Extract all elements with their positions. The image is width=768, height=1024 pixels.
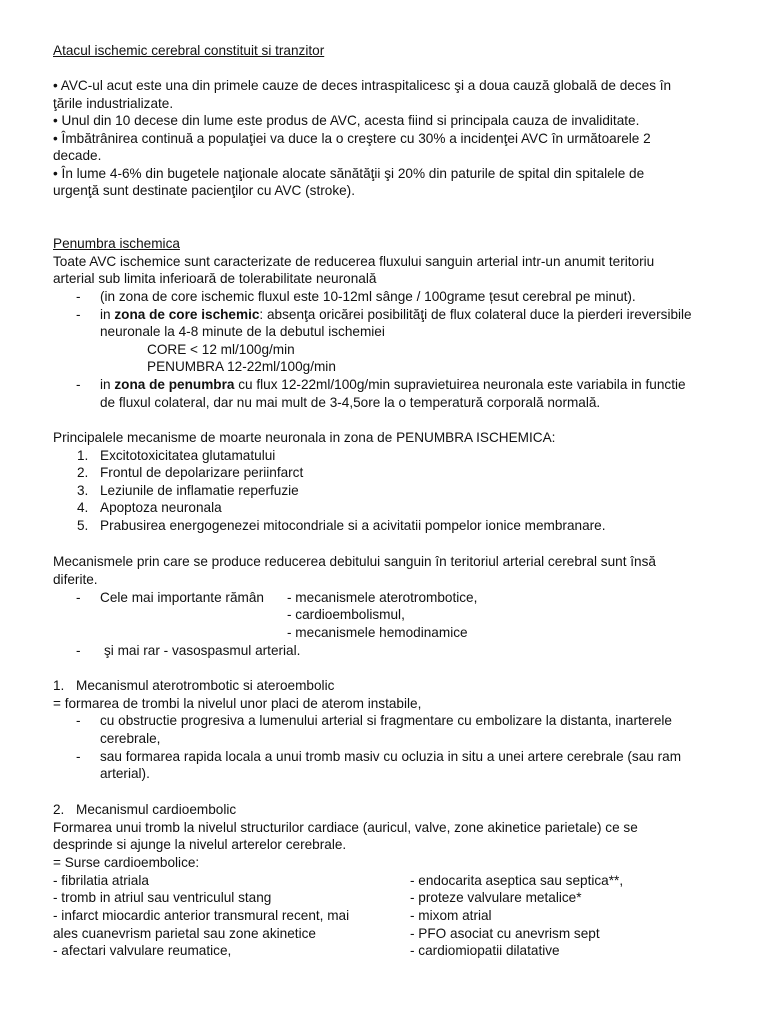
bullet-bugete-line2: urgenţă sunt destinate pacienţilor cu AVC (stroke).: [53, 183, 355, 198]
bullet-imbatranire-line2: decade.: [53, 148, 102, 163]
cardioembolic-intro-line2: desprinde si ajunge la nivelul arterelor cerebrale.: [53, 837, 347, 852]
penumbra-intro-line2: arterial sub limita inferioară de tolerabilitate neuronală: [53, 271, 377, 286]
section-title-penumbra: Penumbra ischemica: [53, 236, 180, 251]
source-left-item: - fibrilatia atriala: [53, 873, 149, 888]
list-item: Apoptoza neuronala: [100, 500, 222, 515]
sources-label: = Surse cardioembolice:: [53, 855, 200, 870]
dash-marker: -: [76, 713, 81, 728]
bullet-avc-acut-line1: • AVC-ul acut este una din primele cauze de deces intraspitalicesc şi a doua cauză globală de deces în: [53, 78, 672, 93]
source-left-item: - tromb in atriul sau ventriculul stang: [53, 890, 272, 905]
source-right-item: - PFO asociat cu anevrism sept: [410, 926, 600, 941]
list-item-number: 1.: [77, 448, 89, 463]
mechanism-cardioembolic: - cardioembolismul,: [287, 607, 405, 622]
bullet-avc-acut-line2: ţările industrializate.: [53, 96, 174, 111]
bullet-decese: • Unul din 10 decese din lume este produs de AVC, acesta fiind si principala cauza de invaliditate.: [53, 113, 640, 128]
dash-marker: -: [76, 377, 81, 392]
list-item: Excitotoxicitatea glutamatului: [100, 448, 276, 463]
penumbra-item-core-zone-line2: neuronale la 4-8 minute de la debutul ischemiei: [100, 324, 385, 339]
core-threshold-value: CORE < 12 ml/100g/min: [147, 342, 295, 357]
dash-marker: -: [76, 307, 81, 322]
heading-number: 1.: [53, 678, 65, 693]
mechanism-hemodinamic: - mecanismele hemodinamice: [287, 625, 468, 640]
list-item: Leziunile de inflamatie reperfuzie: [100, 483, 299, 498]
source-left-item: ales cuanevrism parietal sau zone akinetice: [53, 926, 316, 941]
mecanisme-moarte-intro: Principalele mecanisme de moarte neuronala in zona de PENUMBRA ISCHEMICA:: [53, 430, 556, 445]
list-item-number: 5.: [77, 518, 89, 533]
mechanism-vasospasm: şi mai rar - vasospasmul arterial.: [104, 643, 301, 658]
dash-marker: -: [76, 749, 81, 764]
aterotrombotic-item2-line2: arterial).: [100, 766, 150, 781]
reducere-debit-intro-line1: Mecanismele prin care se produce reducerea debitului sanguin în teritoriul arterial cerebral sunt însă: [53, 554, 656, 569]
source-right-item: - mixom atrial: [410, 908, 492, 923]
reducere-debit-intro-line2: diferite.: [53, 572, 98, 587]
bullet-imbatranire-line1: • Îmbătrânirea continuă a populaţiei va duce la o creştere cu 30% a incidenţei AVC în următoarele 2: [53, 131, 651, 146]
dash-marker: -: [76, 289, 81, 304]
source-left-item: - afectari valvulare reumatice,: [53, 943, 232, 958]
penumbra-item-core-zone: in zona de core ischemic: absenţa oricărei posibilităţi de flux colateral duce la pierderi ireversibile: [100, 307, 692, 322]
section-title-atac-ischemic: Atacul ischemic cerebral constituit si tranzitor: [53, 43, 325, 58]
dash-marker: -: [76, 590, 81, 605]
source-right-item: - proteze valvulare metalice*: [410, 890, 582, 905]
heading-aterotrombotic: Mecanismul aterotrombotic si ateroembolic: [76, 678, 335, 693]
source-right-item: - endocarita aseptica sau septica**,: [410, 873, 624, 888]
aterotrombotic-item2-line1: sau formarea rapida locala a unui tromb masiv cu ocluzia in situ a unei artere cerebrale (sau ram: [100, 749, 682, 764]
list-item-number: 2.: [77, 465, 89, 480]
penumbra-item-penumbra-zone: in zona de penumbra cu flux 12-22ml/100g/min supravietuirea neuronala este variabila in functie: [100, 377, 686, 392]
heading-number: 2.: [53, 802, 65, 817]
main-mechanisms-label: Cele mai importante rămân: [100, 590, 264, 605]
bullet-bugete-line1: • În lume 4-6% din bugetele naţionale alocate sănătăţii şi 20% din paturile de spital din spitalele de: [53, 166, 645, 181]
source-right-item: - cardiomiopatii dilatative: [410, 943, 560, 958]
aterotrombotic-definition: = formarea de trombi la nivelul unor placi de aterom instabile,: [53, 696, 422, 711]
aterotrombotic-item1-line2: cerebrale,: [100, 731, 161, 746]
source-left-item: - infarct miocardic anterior transmural recent, mai: [53, 908, 350, 923]
list-item-number: 3.: [77, 483, 89, 498]
cardioembolic-intro-line1: Formarea unui tromb la nivelul structurilor cardiace (auricul, valve, zone akinetice parietale) ce se: [53, 820, 638, 835]
list-item-number: 4.: [77, 500, 89, 515]
dash-marker: -: [76, 643, 81, 658]
aterotrombotic-item1-line1: cu obstructie progresiva a lumenului arterial si fragmentare cu embolizare la distanta, inarterele: [100, 713, 672, 728]
mechanism-aterotrombotic: - mecanismele aterotrombotice,: [287, 590, 478, 605]
list-item: Frontul de depolarizare periinfarct: [100, 465, 304, 480]
penumbra-item-penumbra-zone-line2: de fluxul colateral, dar nu mai mult de 3-4,5ore la o temperatură corporală normală.: [100, 395, 601, 410]
penumbra-item-core-flux: (in zona de core ischemic fluxul este 10-12ml sânge / 100grame țesut cerebral pe minut).: [100, 289, 636, 304]
penumbra-threshold-value: PENUMBRA 12-22ml/100g/min: [147, 359, 336, 374]
penumbra-intro-line1: Toate AVC ischemice sunt caracterizate de reducerea fluxului sanguin arterial intr-un anumit teritoriu: [53, 254, 655, 269]
heading-cardioembolic: Mecanismul cardioembolic: [76, 802, 237, 817]
list-item: Prabusirea energogenezei mitocondriale si a acivitatii pompelor ionice membranare.: [100, 518, 606, 533]
